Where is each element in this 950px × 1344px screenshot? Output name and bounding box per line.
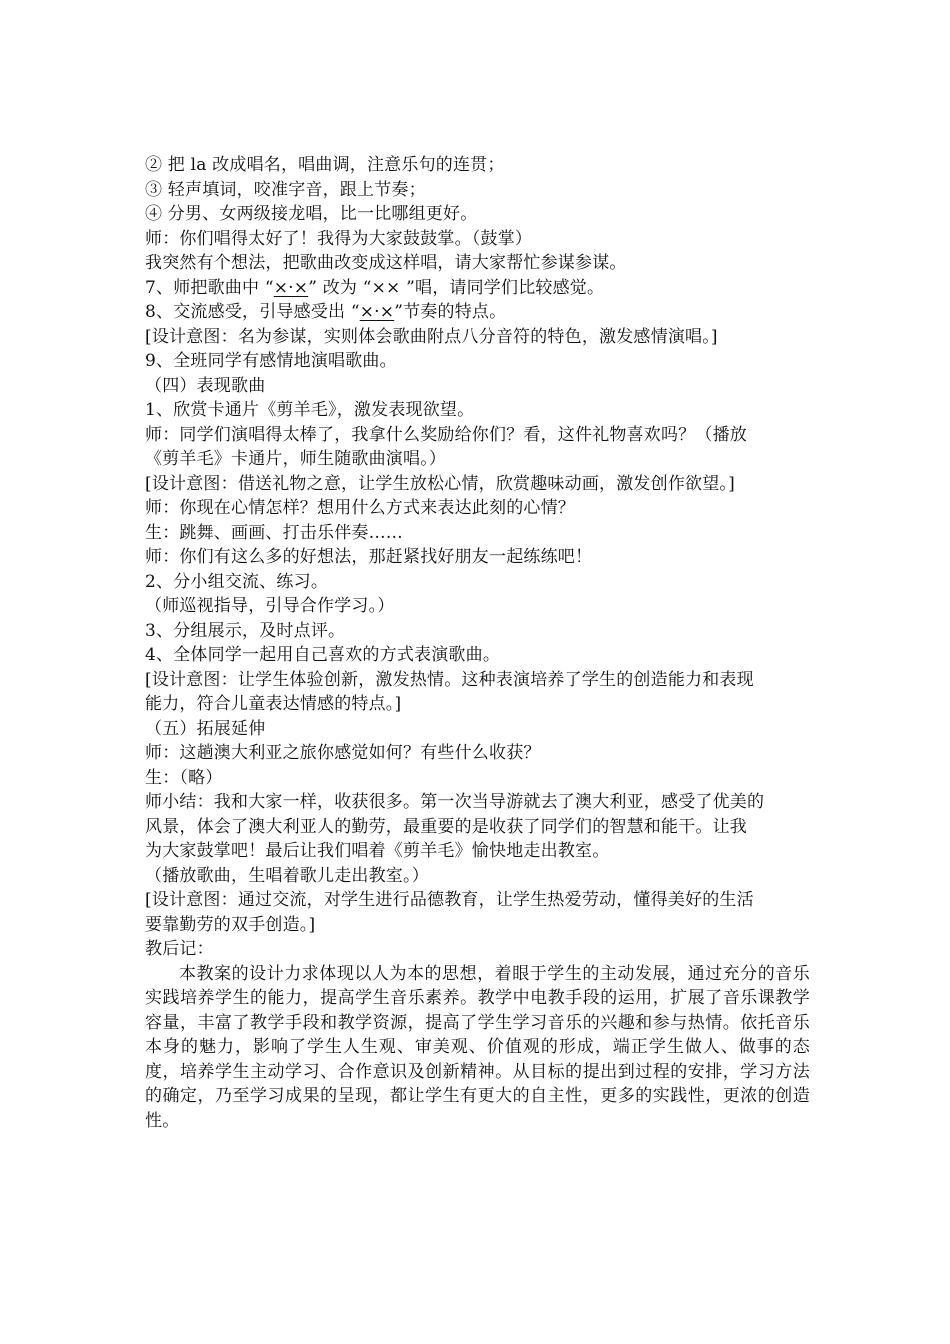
line: 2、分小组交流、练习。 (145, 571, 329, 592)
afterword-paragraph: 本教案的设计力求体现以人为本的思想，着眼于学生的主动发展，通过充分的音乐实践培养学生的能力，提高学生音乐素养。教学中电教手段的运用，扩展了音乐课教学容量，丰富了教学手段和教学资源，提高了学生学习音乐的兴趣和参与热情。依托音乐本身的魅力，影响了学生人生观、审美观、价值观的形成，端正学生做人、做事的态度，培养学生主动学习、合作意识及创新精神。从目标的提出到过程的安排，学习方法的确定，乃至学习成果的呈现，都让学生有更大的自主性，更多的实践性，更浓的创造性。 (145, 963, 810, 1131)
line: 能力，符合儿童表达情感的特点。] (145, 694, 402, 714)
line: 师：你们唱得太好了！我得为大家鼓鼓掌。（鼓掌） (145, 228, 533, 249)
rhythm-notation: ×·× (359, 302, 395, 322)
afterword-heading: 教后记： (145, 939, 214, 959)
line: 师：这趟澳大利亚之旅你感觉如何？有些什么收获？ (145, 743, 541, 763)
line: ④ 分男、女两级接龙唱，比一比哪组更好。 (145, 204, 478, 224)
line-part: ” 改为 “×× ”唱，请同学们比较感觉。 (308, 277, 605, 298)
line: [设计意图：借送礼物之意，让学生放松心情，欣赏趣味动画，激发创作欲望。] (145, 473, 735, 494)
line: 4、全体同学一起用自己喜欢的方式表演歌曲。 (145, 645, 501, 665)
line: 风景，体会了澳大利亚人的勤劳，最重要的是收获了同学们的智慧和能干。让我 (145, 816, 747, 837)
line: ③ 轻声填词，咬准字音，跟上节奏； (145, 179, 426, 200)
line: 3、分组展示，及时点评。 (145, 620, 346, 641)
line: 1、欣赏卡通片《剪羊毛》，激发表现欲望。 (145, 400, 475, 420)
line: [设计意图：通过交流，对学生进行品德教育，让学生热爱劳动，懂得美好的生活 (145, 890, 754, 910)
line: [设计意图：名为参谋，实则体会歌曲附点八分音符的特色，激发感情演唱。] (145, 326, 718, 347)
line (145, 300, 810, 325)
line-part: ”节奏的特点。 (394, 302, 507, 322)
line: 为大家鼓掌吧！最后让我们唱着《剪羊毛》愉快地走出教室。 (145, 841, 610, 861)
line: 生：跳舞、画画、打击乐伴奏…… (145, 522, 403, 543)
section-heading: （四）表现歌曲 (145, 375, 266, 396)
line-part: 7、师把歌曲中 “ (145, 277, 274, 298)
line (145, 276, 810, 301)
section-heading: （五）拓展延伸 (145, 718, 266, 739)
line: 9、全班同学有感情地演唱歌曲。 (145, 351, 397, 371)
line: 师小结：我和大家一样，收获很多。第一次当导游就去了澳大利亚，感受了优美的 (145, 792, 765, 812)
line: （师巡视指导，引导合作学习。） (145, 596, 395, 616)
line: ② 把 la 改成唱名，唱曲调，注意乐句的连贯； (145, 155, 505, 175)
line: 《剪羊毛》卡通片，师生随歌曲演唱。） (145, 449, 447, 469)
line-part: 8、交流感受，引导感受出 “ (145, 302, 360, 322)
line: （播放歌曲，生唱着歌儿走出教室。） (145, 865, 429, 886)
document-page (145, 153, 810, 1133)
line: 我突然有个想法，把歌曲改变成这样唱，请大家帮忙参谋参谋。 (145, 253, 627, 273)
line: 师：你现在心情怎样？想用什么方式来表达此刻的心情？ (145, 498, 575, 518)
line: 要靠勤劳的双手创造。] (145, 914, 316, 935)
line: [设计意图：让学生体验创新，激发热情。这种表演培养了学生的创造能力和表现 (145, 669, 754, 690)
line: 师：你们有这么多的好想法，那赶紧找好朋友一起练练吧！ (145, 547, 593, 567)
line: 师：同学们演唱得太棒了，我拿什么奖励给你们？看，这件礼物喜欢吗？（播放 (145, 424, 747, 445)
line: 生：（略） (145, 767, 223, 788)
rhythm-notation: ×·× (273, 277, 309, 298)
